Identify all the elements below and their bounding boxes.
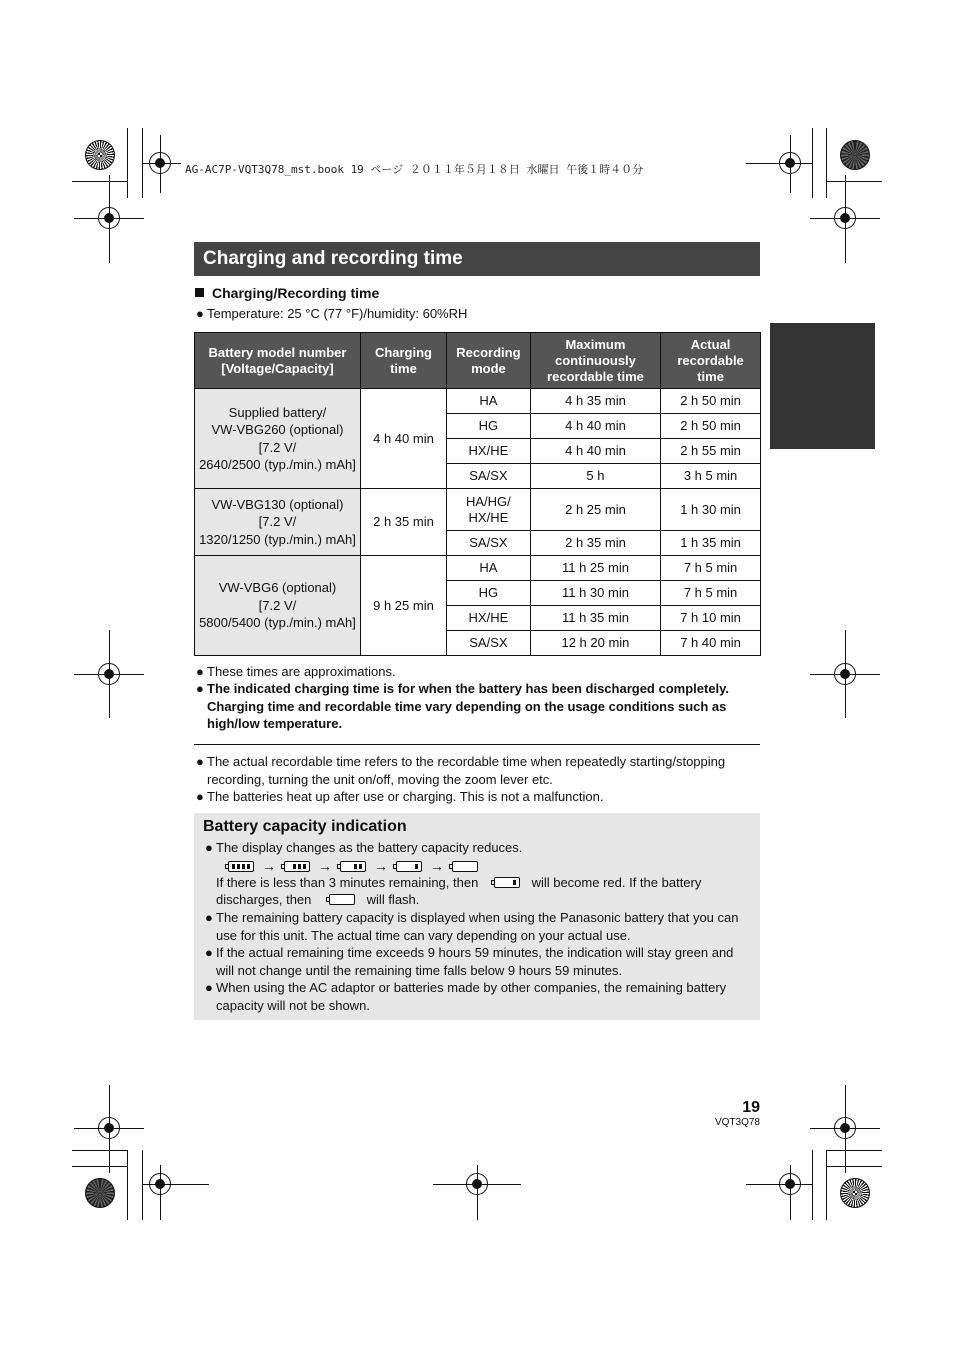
arrow-icon: → [262, 858, 276, 874]
charging-cell: 9 h 25 min [360, 556, 446, 656]
model-cell: VW-VBG130 (optional) [7.2 V/ 1320/1250 (typ./min.) mAh] [195, 489, 361, 556]
mode-cell: SA/SX [447, 531, 531, 556]
battery-full-icon [228, 861, 254, 872]
actual-cell: 7 h 5 min [661, 556, 761, 581]
page-code: VQT3Q78 [714, 1117, 760, 1128]
note-charging-condition: ● The indicated charging time is for when the battery has been discharged completely. Charging time and recordable time vary depending on the usage conditions such as high/low temperature. [196, 681, 730, 731]
battery-info-title: Battery capacity indication [203, 818, 407, 835]
note-exceeds: ● If the actual remaining time exceeds 9 hours 59 minutes, the indication will stay green and will not change until the remaining time falls below 9 hours 59 minutes. [205, 945, 734, 978]
max-cell: 2 h 35 min [530, 531, 660, 556]
charging-table [194, 332, 761, 656]
table-row [195, 556, 761, 581]
file-header: AG-AC7P-VQT3Q78_mst.book 19 ページ ２０１１年５月１８日 水曜日 午後１時４０分 [185, 163, 644, 176]
note-ac-adaptor: ● When using the AC adaptor or batteries made by other companies, the remaining battery capacity will not be shown. [205, 980, 727, 1013]
low-battery-note: If there is less than 3 minutes remaining, then will become red. If the battery [216, 875, 702, 890]
actual-cell: 1 h 35 min [661, 531, 761, 556]
table-header-row [195, 333, 761, 389]
charging-cell: 2 h 35 min [360, 489, 446, 556]
square-bullet-icon [195, 288, 204, 297]
condition-note: ● Temperature: 25 °C (77 °F)/humidity: 60%RH [196, 306, 468, 321]
col-header-model: Battery model number [Voltage/Capacity] [195, 333, 361, 389]
actual-cell: 3 h 5 min [661, 464, 761, 489]
page-number: 19 [742, 1099, 760, 1116]
actual-cell: 7 h 40 min [661, 631, 761, 656]
mode-cell: HG [447, 414, 531, 439]
arrow-icon: → [430, 858, 444, 874]
charging-cell: 4 h 40 min [360, 389, 446, 489]
mode-cell: HA [447, 556, 531, 581]
side-tab [770, 323, 875, 449]
discharge-note: discharges, then will flash. [216, 892, 420, 907]
max-cell: 11 h 30 min [530, 581, 660, 606]
max-cell: 5 h [530, 464, 660, 489]
battery-three-quarter-icon [284, 861, 310, 872]
section-heading: Charging/Recording time [195, 285, 379, 301]
mode-cell: HX/HE [447, 606, 531, 631]
max-cell: 4 h 40 min [530, 414, 660, 439]
battery-half-icon [340, 861, 366, 872]
battery-empty-icon [452, 861, 478, 872]
col-header-mode: Recording mode [447, 333, 531, 389]
mode-cell: HA [447, 389, 531, 414]
note-approx: ● These times are approximations. [196, 664, 396, 679]
col-header-charging: Charging time [360, 333, 446, 389]
actual-cell: 7 h 5 min [661, 581, 761, 606]
col-header-actual: Actual recordable time [661, 333, 761, 389]
actual-cell: 2 h 55 min [661, 439, 761, 464]
max-cell: 12 h 20 min [530, 631, 660, 656]
model-cell: VW-VBG6 (optional) [7.2 V/ 5800/5400 (typ./min.) mAh] [195, 556, 361, 656]
divider [194, 744, 760, 745]
actual-cell: 7 h 10 min [661, 606, 761, 631]
max-cell: 4 h 40 min [530, 439, 660, 464]
battery-low-icon [494, 877, 520, 888]
actual-cell: 2 h 50 min [661, 389, 761, 414]
actual-cell: 1 h 30 min [661, 489, 761, 531]
page-title: Charging and recording time [194, 242, 760, 276]
max-cell: 11 h 35 min [530, 606, 660, 631]
mode-cell: HX/HE [447, 439, 531, 464]
arrow-icon: → [374, 858, 388, 874]
col-header-max: Maximum continuously recordable time [530, 333, 660, 389]
note-display-changes: ● The display changes as the battery capacity reduces. [205, 840, 523, 855]
mode-cell: HA/HG/ HX/HE [447, 489, 531, 531]
max-cell: 4 h 35 min [530, 389, 660, 414]
table-row [195, 489, 761, 531]
mode-cell: SA/SX [447, 464, 531, 489]
note-remaining: ● The remaining battery capacity is displayed when using the Panasonic battery that you can use for this unit. The actual time can vary depending on your actual use. [205, 910, 739, 943]
arrow-icon: → [318, 858, 332, 874]
battery-empty-icon [329, 894, 355, 905]
battery-low-icon [396, 861, 422, 872]
table-row [195, 389, 761, 414]
note-actual-time: ● The actual recordable time refers to the recordable time when repeatedly starting/stopping recording, turning the unit on/off, moving the zoom lever etc. [196, 754, 726, 787]
actual-cell: 2 h 50 min [661, 414, 761, 439]
battery-sequence [226, 858, 480, 874]
mode-cell: SA/SX [447, 631, 531, 656]
max-cell: 11 h 25 min [530, 556, 660, 581]
model-cell: Supplied battery/ VW-VBG260 (optional) [7.2 V/ 2640/2500 (typ./min.) mAh] [195, 389, 361, 489]
max-cell: 2 h 25 min [530, 489, 660, 531]
note-heat: ● The batteries heat up after use or charging. This is not a malfunction. [196, 789, 604, 804]
mode-cell: HG [447, 581, 531, 606]
